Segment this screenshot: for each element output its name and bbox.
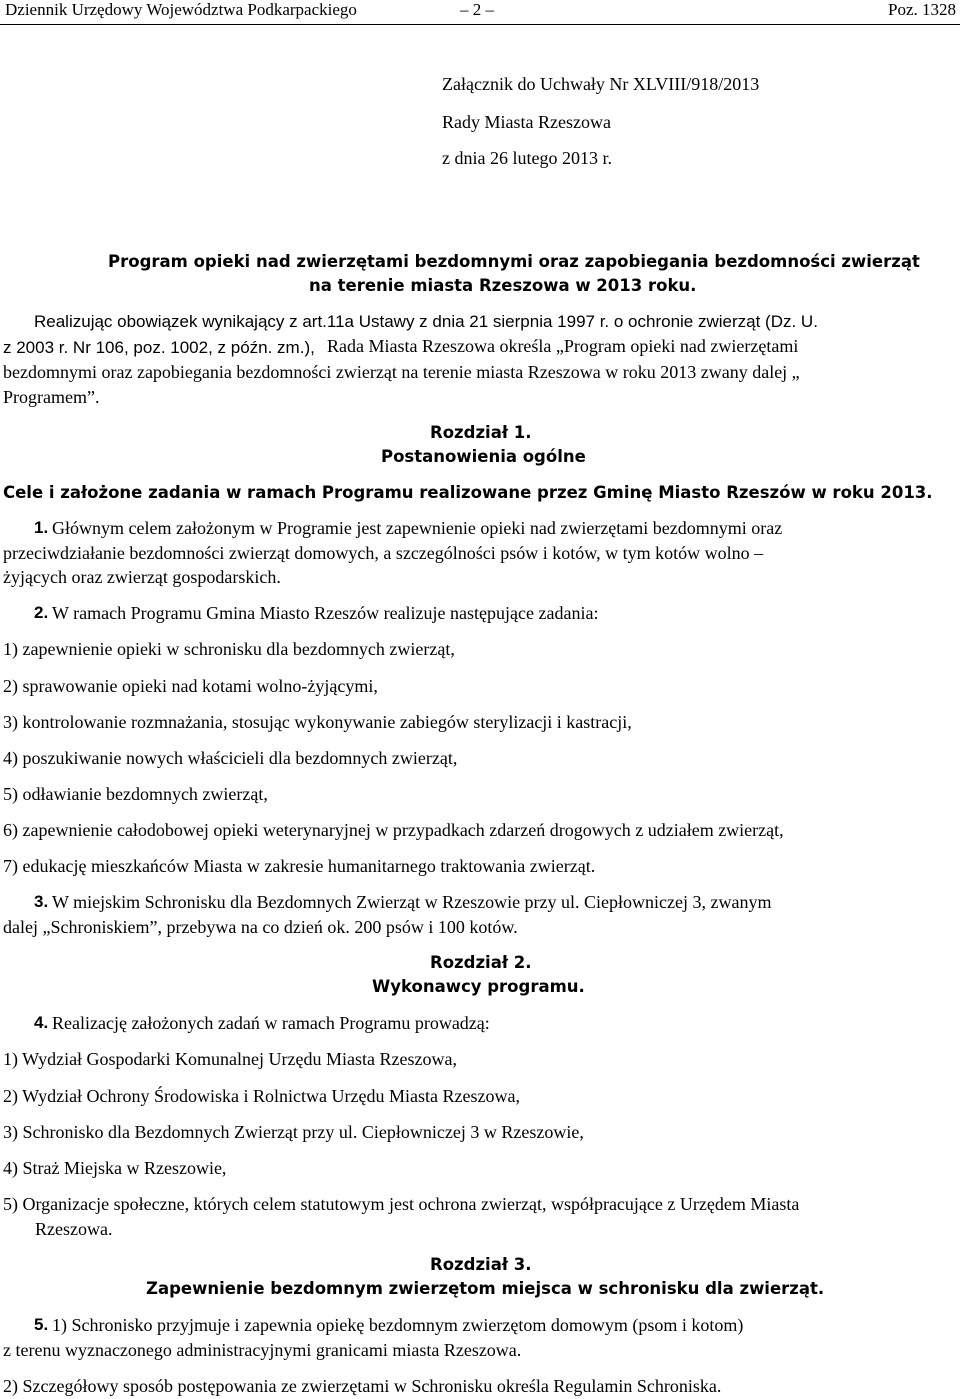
list-item: 1) zapewnienie opieki w schronisku dla bezdomnych zwierząt, <box>3 639 455 659</box>
intro-line-2b: Rada Miasta Rzeszowa określa „Program opieki nad zwierzętami <box>327 336 799 356</box>
list-item: 4) poszukiwanie nowych właścicieli dla bezdomnych zwierząt, <box>3 748 458 768</box>
section-4-number: 4. <box>34 1013 49 1032</box>
section-2-number: 2. <box>34 603 49 622</box>
section-2-text: W ramach Programu Gmina Miasto Rzeszów realizuje następujące zadania: <box>52 603 599 623</box>
chapter-2-label: Rozdział 2. <box>430 953 532 972</box>
list-item: 5) Organizacje społeczne, których celem statutowym jest ochrona zwierząt, współpracujące z Urzędem Miasta <box>3 1194 800 1214</box>
list-item: 2) sprawowanie opieki nad kotami wolno-żyjącymi, <box>3 676 378 696</box>
list-item: 1) Wydział Gospodarki Komunalnej Urzędu Miasta Rzeszowa, <box>3 1049 457 1069</box>
chapter-2-title: Wykonawcy programu. <box>372 977 585 996</box>
section-3-line-1: W miejskim Schronisku dla Bezdomnych Zwierząt w Rzeszowie przy ul. Ciepłowniczej 3, zwanym <box>52 892 772 912</box>
section-3-number: 3. <box>34 892 49 911</box>
intro-line-2a: z 2003 r. Nr 106, poz. 1002, z późn. zm.), <box>3 338 315 357</box>
position-number: Poz. 1328 <box>888 0 956 19</box>
section-4-text: Realizację założonych zadań w ramach Programu prowadzą: <box>52 1013 490 1033</box>
list-item: 5) odławianie bezdomnych zwierząt, <box>3 784 268 804</box>
intro-line-3: bezdomnymi oraz zapobiegania bezdomności zwierząt na terenie miasta Rzeszowa w roku 2013 zwany dalej „ <box>3 362 800 382</box>
intro-line-4: Programem”. <box>3 387 100 407</box>
section-5-line-3: 2) Szczegółowy sposób postępowania ze zwierzętami w Schronisku określa Regulamin Schroniska. <box>3 1376 722 1396</box>
annex-line-3: z dnia 26 lutego 2013 r. <box>442 148 612 168</box>
list-item: 6) zapewnienie całodobowej opieki weterynaryjnej w przypadkach zdarzeń drogowych z udziałem zwierząt, <box>3 820 784 840</box>
list-item: 2) Wydział Ochrony Środowiska i Rolnictwa Urzędu Miasta Rzeszowa, <box>3 1086 520 1106</box>
annex-line-1: Załącznik do Uchwały Nr XLVIII/918/2013 <box>442 74 760 94</box>
program-title-line-2: na terenie miasta Rzeszowa w 2013 roku. <box>309 276 697 295</box>
chapter-1-title: Postanowienia ogólne <box>381 447 586 466</box>
section-1-line-3: żyjących oraz zwierząt gospodarskich. <box>3 567 281 587</box>
section-3-line-2: dalej „Schroniskiem”, przebywa na co dzień ok. 200 psów i 100 kotów. <box>3 917 518 937</box>
section-1-number: 1. <box>34 518 49 537</box>
annex-line-2: Rady Miasta Rzeszowa <box>442 112 611 132</box>
chapter-1-label: Rozdział 1. <box>430 423 532 442</box>
journal-title: Dziennik Urzędowy Województwa Podkarpackiego <box>5 0 357 19</box>
program-title-line-1: Program opieki nad zwierzętami bezdomnymi oraz zapobiegania bezdomności zwierząt <box>108 252 920 271</box>
section-1-line-1: Głównym celem założonym w Programie jest zapewnienie opieki nad zwierzętami bezdomnymi oraz <box>52 518 783 538</box>
section-1-line-2: przeciwdziałanie bezdomności zwierząt domowych, a szczególności psów i kotów, w tym kotów wolno – <box>3 543 764 563</box>
page-number: – 2 – <box>460 0 494 19</box>
list-item: 3) Schronisko dla Bezdomnych Zwierząt przy ul. Ciepłowniczej 3 w Rzeszowie, <box>3 1122 584 1142</box>
list-item-continuation: Rzeszowa. <box>35 1219 113 1239</box>
section-5-number: 5. <box>34 1315 49 1334</box>
page-header <box>0 0 960 25</box>
chapter-1-subtitle: Cele i założone zadania w ramach Programu realizowane przez Gminę Miasto Rzeszów w roku 2013. <box>3 483 933 502</box>
chapter-3-label: Rozdział 3. <box>430 1255 532 1274</box>
list-item: 3) kontrolowanie rozmnażania, stosując wykonywanie zabiegów sterylizacji i kastracji, <box>3 712 632 732</box>
section-5-line-2: z terenu wyznaczonego administracyjnymi granicami miasta Rzeszowa. <box>3 1340 522 1360</box>
list-item: 4) Straż Miejska w Rzeszowie, <box>3 1158 227 1178</box>
list-item: 7) edukację mieszkańców Miasta w zakresie humanitarnego traktowania zwierząt. <box>3 856 596 876</box>
intro-line-1: Realizując obowiązek wynikający z art.11a Ustawy z dnia 21 sierpnia 1997 r. o ochronie zwierząt (Dz. U. <box>34 312 818 331</box>
section-5-line-1: 1) Schronisko przyjmuje i zapewnia opiekę bezdomnym zwierzętom domowym (psom i kotom) <box>52 1315 744 1335</box>
chapter-3-title: Zapewnienie bezdomnym zwierzętom miejsca w schronisku dla zwierząt. <box>146 1279 825 1298</box>
